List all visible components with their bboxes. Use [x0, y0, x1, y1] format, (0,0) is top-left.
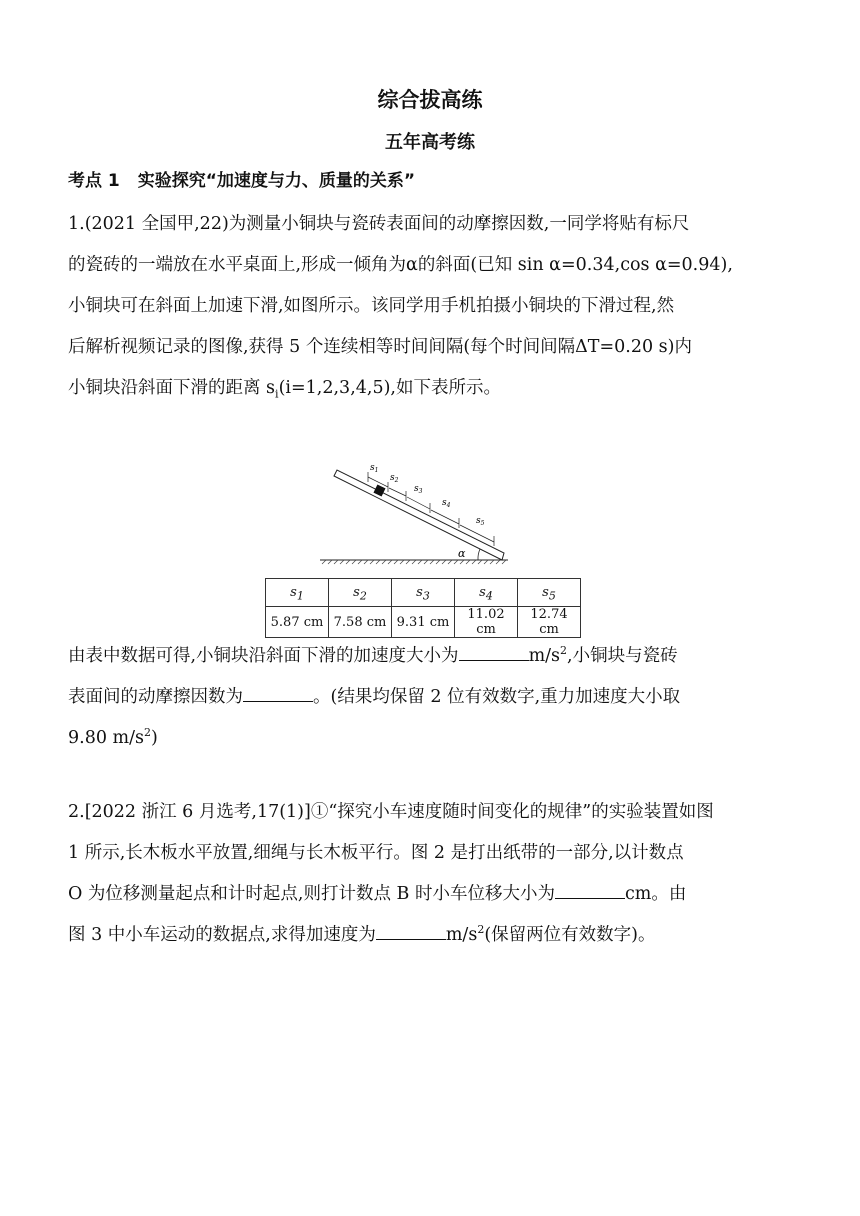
section-title: 实验探究“加速度与力、质量的关系”	[137, 171, 416, 191]
question-1-line: 1.(2021 全国甲,22)为测量小铜块与瓷砖表面间的动摩擦因数,一同学将贴有标尺	[68, 214, 690, 234]
table-cell: 9.31 cm	[392, 607, 455, 638]
superscript: 2	[144, 726, 151, 740]
unit-text: m/s	[528, 646, 561, 666]
line-text: 图 3 中小车运动的数据点,求得加速度为	[68, 925, 376, 945]
ground-hatching	[322, 560, 506, 564]
segment-label-s1: $s_1$	[370, 463, 379, 474]
page-subtitle: 五年高考练	[385, 132, 475, 153]
question-1-line: 小铜块可在斜面上加速下滑,如图所示。该同学用手机拍摄小铜块的下滑过程,然	[68, 296, 675, 316]
line-text: 表面间的动摩擦因数为	[68, 687, 243, 707]
question-1-line: 的瓷砖的一端放在水平桌面上,形成一倾角为α的斜面(已知 sin α=0.34,cos α=0.94),	[68, 255, 733, 275]
line-text: O 为位移测量起点和计时起点,则打计数点 B 时小车位移大小为	[68, 884, 555, 904]
line-text: 9.80 m/s	[68, 728, 144, 748]
answer-blank-friction[interactable]	[243, 687, 313, 702]
line-text: ,小铜块与瓷砖	[567, 646, 678, 666]
prompt-line	[68, 636, 798, 677]
answer-blank-displacement[interactable]	[555, 884, 625, 899]
page-title: 综合拔高练	[377, 88, 483, 112]
prompt-line	[68, 718, 798, 759]
question-2-text	[68, 792, 798, 956]
table-cell: 12.74 cm	[518, 607, 581, 638]
line-text: 。(结果均保留 2 位有效数字,重力加速度大小取	[313, 687, 681, 707]
table-cell: 11.02 cm	[455, 607, 518, 638]
table-header-cell: $s_4$	[455, 579, 518, 607]
question-1-text	[68, 204, 798, 409]
table-cell: 5.87 cm	[266, 607, 329, 638]
question-1-line	[68, 368, 798, 409]
line-text: 小铜块沿斜面下滑的距离 s	[68, 378, 276, 398]
distance-table	[265, 578, 581, 638]
segment-markers	[368, 472, 494, 546]
superscript: 2	[560, 644, 568, 658]
line-text: 由表中数据可得,小铜块沿斜面下滑的加速度大小为	[68, 646, 459, 666]
answer-blank-acceleration[interactable]	[459, 646, 529, 661]
line-text: (保留两位有效数字)。	[484, 925, 656, 945]
question-2-line: 2.[2022 浙江 6 月选考,17(1)]①“探究小车速度随时间变化的规律”的实验装置如图	[68, 802, 714, 822]
question-2-line	[68, 915, 798, 956]
table-header-cell: $s_5$	[518, 579, 581, 607]
segment-label-s4: $s_4$	[442, 498, 451, 509]
segment-label-s2: $s_2$	[390, 473, 399, 484]
line-text: (i=1,2,3,4,5),如下表所示。	[278, 378, 501, 398]
line-text: cm。由	[624, 884, 687, 904]
segment-label-s3: $s_3$	[414, 484, 423, 495]
question-2-line: 1 所示,长木板水平放置,细绳与长木板平行。图 2 是打出纸带的一部分,以计数点	[68, 843, 684, 863]
unit-text: m/s	[445, 925, 478, 945]
question-2-line	[68, 874, 798, 915]
line-text: )	[151, 728, 158, 748]
superscript: 2	[477, 923, 485, 937]
section-heading	[68, 166, 415, 191]
incline-diagram	[318, 456, 514, 568]
table-header-cell: $s_1$	[266, 579, 329, 607]
table-header-cell: $s_2$	[329, 579, 392, 607]
table-row	[266, 607, 581, 638]
subscript: i	[275, 387, 279, 401]
table-header-cell: $s_3$	[392, 579, 455, 607]
section-label: 考点 1	[68, 171, 120, 191]
answer-blank-acceleration-2[interactable]	[376, 925, 446, 940]
angle-label: α	[458, 547, 466, 560]
angle-arc	[478, 549, 480, 560]
segment-label-s5: $s_5$	[476, 516, 485, 527]
question-1-line: 后解析视频记录的图像,获得 5 个连续相等时间间隔(每个时间间隔ΔT=0.20 s)内	[68, 337, 692, 357]
table-cell: 7.58 cm	[329, 607, 392, 638]
incline-board	[334, 470, 504, 560]
table-header-row	[266, 579, 581, 607]
question-1-prompt	[68, 636, 798, 759]
prompt-line	[68, 677, 798, 718]
